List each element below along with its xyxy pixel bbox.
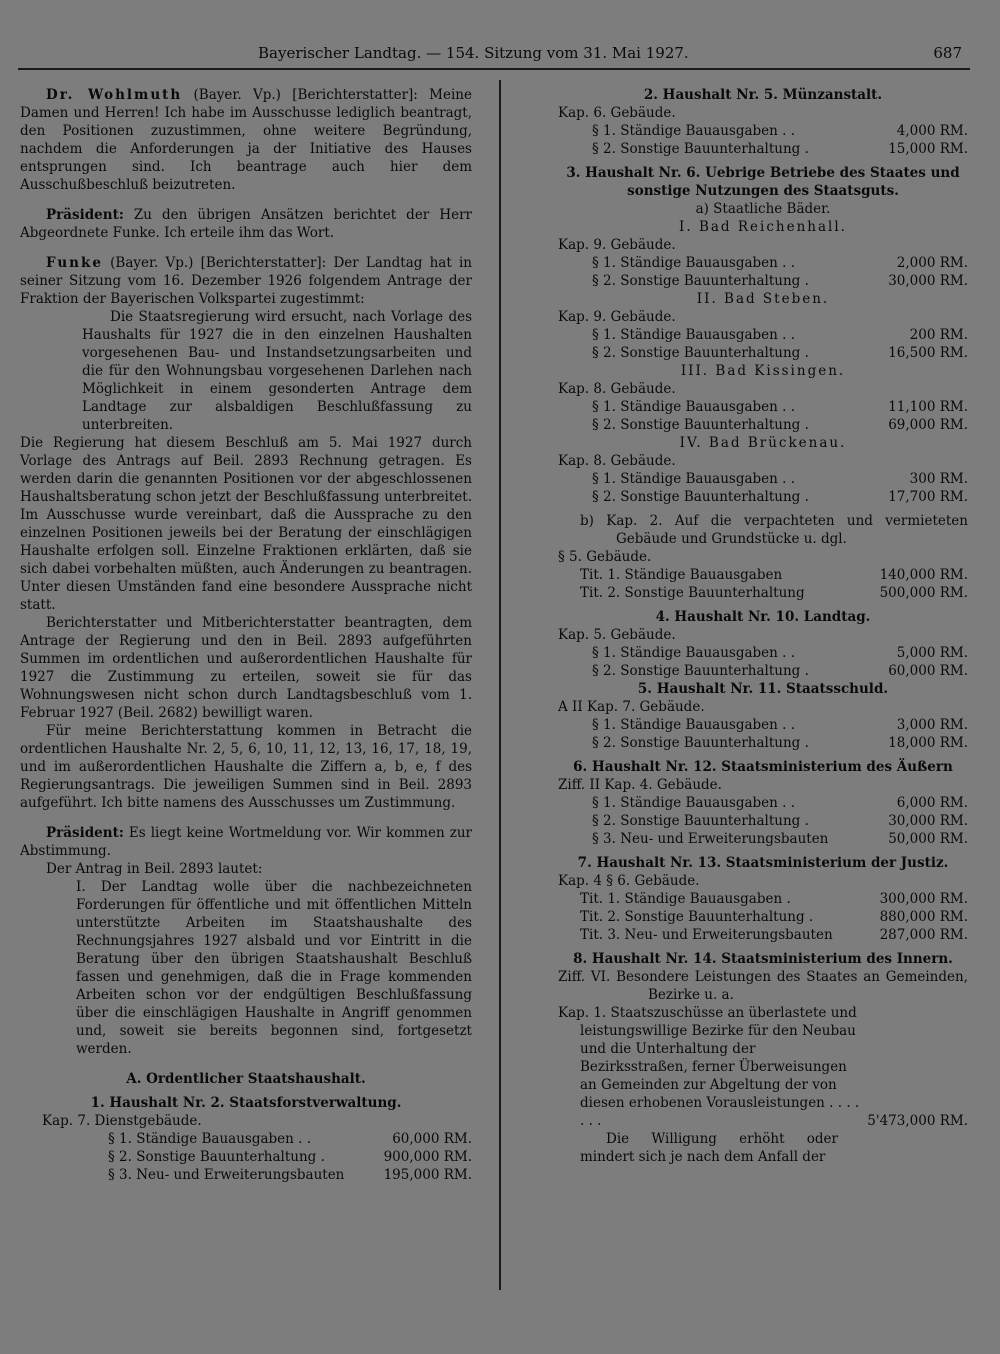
budget-row [108,1148,472,1166]
chapter-line: Ziff. II Kap. 4. Gebäude. [558,777,722,793]
budget-row [580,908,968,926]
budget-heading: 6. Haushalt Nr. 12. Staatsministerium des Äußern [573,759,953,775]
item-amount: 880,000 RM. [879,909,968,925]
budget-row [108,1166,472,1184]
budget-row [592,470,968,488]
page-number: 687 [933,44,962,62]
chapter-line: Kap. 7. Dienstgebäude. [42,1113,202,1129]
spa-heading: I. Bad Reichenhall. [679,219,847,235]
chapter-line: A II Kap. 7. Gebäude. [558,699,705,715]
speaker-role: (Bayer. Vp.) [Berichterstatter]: [182,87,430,103]
budget-row [592,344,968,362]
chapter-block [558,1004,968,1130]
item-amount: 300 RM. [909,471,968,487]
budget-rows [558,470,968,506]
budget-row [592,416,968,434]
chapter-text: Kap. 1. Staatszuschüsse an überlastete und leistungswillige Bezirke für den Neubau und die Unterhaltung der Bezirksstraßen, ferner Überweisungen an Gemeinden zur Abgeltung der von diesen erhobenen Vorausleistungen . . . . . . . [558,1005,860,1129]
item-amount: 60,000 RM. [888,663,968,679]
item-amount: 5,000 RM. [896,645,968,661]
item-label: Tit. 3. Neu- und Erweiterungsbauten [580,927,833,943]
item-label: § 1. Ständige Bauausgaben . . [592,645,796,661]
budget-heading: 2. Haushalt Nr. 5. Münzanstalt. [643,87,883,103]
speaker-name: Präsident: [46,825,124,841]
budget-rows [20,1130,472,1184]
budget-rows [558,890,968,944]
chapter-line: Kap. 9. Gebäude. [558,309,676,325]
paragraph-text: Es liegt keine Wortmeldung vor. Wir kommen zur Abstimmung. [20,825,472,859]
chapter-line: Kap. 5. Gebäude. [558,627,676,643]
budget-rows [558,794,968,848]
item-label: § 3. Neu- und Erweiterungsbauten [108,1167,345,1183]
budget-row [592,662,968,680]
item-label: Tit. 1. Ständige Bauausgaben . [580,891,791,907]
budget-row [580,926,968,944]
paragraph-line: § 5. Gebäude. [558,549,652,565]
item-label: § 1. Ständige Bauausgaben . . [108,1131,312,1147]
item-label: § 2. Sonstige Bauunterhaltung . [592,735,809,751]
budget-heading: 5. Haushalt Nr. 11. Staatsschuld. [637,681,889,697]
item-label: § 2. Sonstige Bauunterhaltung . [592,417,809,433]
chapter-line: Kap. 9. Gebäude. [558,237,676,253]
item-label: Tit. 2. Sonstige Bauunterhaltung . [580,909,814,925]
item-amount: 15,000 RM. [888,141,968,157]
chapter-line: Kap. 6. Gebäude. [558,105,676,121]
motion-text: I. Der Landtag wolle über die nachbezeichneten Forderungen für öffentliche und mit öffentlichen Mitteln unterstützte Arbeiten im Staatshaushalte des Rechnungsjahres 1927 alsbald und vor Eintritt in die Beratung über den übrigen Staatshaushalt Beschluß fassen und genehmigen, daß die in Frage kommenden Arbeiten schon vor der endgültigen Beschlußfassung über die einschlägigen Haushalte in Angriff genommen und, soweit sie bereits begonnen sind, fortgesetzt werden. [76,879,472,1057]
subsection-b: b) Kap. 2. Auf die verpachteten und vermieteten Gebäude und Grundstücke u. dgl. [580,513,968,547]
header-title: Bayerischer Landtag. — 154. Sitzung vom 31. Mai 1927. [258,44,689,62]
speaker-name: Dr. Wohlmuth [46,87,183,103]
item-amount: 17,700 RM. [888,489,968,505]
paragraph-text: Meine Damen und Herren! Ich habe im Ausschusse lediglich beantragt, den Positionen zuzustimmen, ohne weitere Begründung, nachdem die Anforderungen ja der Initiative des Hauses entsprungen sind. Ich beantrage auch hier dem Ausschußbeschluß beizutreten. [20,87,472,193]
budget-row [592,398,968,416]
paragraph-praesident-1 [20,206,472,242]
item-label: § 2. Sonstige Bauunterhaltung . [592,345,809,361]
budget-rows [558,398,968,434]
item-label: § 1. Ständige Bauausgaben . . [592,399,796,415]
budget-rows [558,122,968,158]
item-label: § 1. Ständige Bauausgaben . . [592,795,796,811]
spa-heading: II. Bad Steben. [696,291,830,307]
item-label: § 1. Ständige Bauausgaben . . [592,255,796,271]
item-amount: 3,000 RM. [896,717,968,733]
budget-rows [558,716,968,752]
budget-row [592,644,968,662]
paragraph-praesident-2 [20,824,472,860]
header-rule [18,68,970,70]
budget-rows [558,644,968,680]
left-column [20,86,472,1184]
budget-heading: 8. Haushalt Nr. 14. Staatsministerium des Innern. [573,951,953,967]
item-label: § 2. Sonstige Bauunterhaltung . [592,273,809,289]
budget-heading: 1. Haushalt Nr. 2. Staatsforstverwaltung. [90,1095,402,1111]
item-amount: 30,000 RM. [888,813,968,829]
item-label: § 1. Ständige Bauausgaben . . [592,471,796,487]
paragraph-text: Die Regierung hat diesem Beschluß am 5. Mai 1927 durch Vorlage des Antrags auf Beil. 2893 Rechnung getragen. Es werden darin die genannten Positionen vor der abgeschlossenen Haushaltsberatung schon jetzt der Beschlußfassung unterbreitet. Im Ausschusse wurde vereinbart, daß die Aussprache zu den einzelnen Positionen jeweils bei der Beratung der einschlägigen Haushalte erfolgen soll. Einzelne Fraktionen erklärten, daß sie sich dabei vorbehalten müßten, auch Änderungen zu beantragen. Unter diesen Umständen fand eine besondere Aussprache nicht statt. [20,435,472,613]
item-amount: 140,000 RM. [879,567,968,583]
item-label: § 1. Ständige Bauausgaben . . [592,327,796,343]
ziff-line: Ziff. VI. Besondere Leistungen des Staates an Gemeinden, Bezirke u. a. [558,969,968,1003]
budget-rows [558,566,968,602]
spa-heading: III. Bad Kissingen. [680,363,846,379]
item-label: Tit. 1. Ständige Bauausgaben [580,567,783,583]
item-label: § 2. Sonstige Bauunterhaltung . [592,489,809,505]
item-amount: 300,000 RM. [879,891,968,907]
budget-row [592,122,968,140]
item-label: § 3. Neu- und Erweiterungsbauten [592,831,829,847]
note-text: Die Willigung erhöht oder mindert sich je nach dem Anfall der [580,1131,838,1165]
budget-row [592,488,968,506]
speaker-name: Präsident: [46,207,124,223]
budget-heading: 4. Haushalt Nr. 10. Landtag. [655,609,871,625]
item-amount: 4,000 RM. [896,123,968,139]
speaker-role: (Bayer. Vp.) [Berichterstatter]: [102,255,334,271]
item-amount: 18,000 RM. [888,735,968,751]
quoted-motion: Die Staatsregierung wird ersucht, nach Vorlage des Haushalts für 1927 die in den einzelnen Haushalten vorgesehenen Bau- und Instandsetzungsarbeiten und die für den Wohnungsbau vorgesehenen Darlehen nach Möglichkeit in einem gesonderten Antrage dem Landtage zur alsbaldigen Beschlußfassung zu unterbreiten. [82,309,472,433]
budget-row [108,1130,472,1148]
item-amount: 69,000 RM. [888,417,968,433]
chapter-line: Kap. 8. Gebäude. [558,453,676,469]
budget-row [592,812,968,830]
right-column [558,86,968,1166]
chapter-line: Kap. 8. Gebäude. [558,381,676,397]
paragraph-funke [20,254,472,308]
amount: 5'473,000 RM. [867,1113,968,1129]
item-amount: 50,000 RM. [888,831,968,847]
running-header [30,42,970,66]
budget-rows [558,326,968,362]
budget-row [592,830,968,848]
item-amount: 287,000 RM. [879,927,968,943]
budget-row [580,584,968,602]
budget-row [580,890,968,908]
item-amount: 30,000 RM. [888,273,968,289]
item-amount: 60,000 RM. [392,1131,472,1147]
item-label: Tit. 2. Sonstige Bauunterhaltung [580,585,805,601]
item-label: § 1. Ständige Bauausgaben . . [592,717,796,733]
subsection-heading: a) Staatliche Bäder. [695,201,831,217]
item-label: § 2. Sonstige Bauunterhaltung . [592,141,809,157]
item-amount: 200 RM. [909,327,968,343]
item-label: § 2. Sonstige Bauunterhaltung . [108,1149,325,1165]
paragraph-text: Für meine Berichterstattung kommen in Betracht die ordentlichen Haushalte Nr. 2, 5, 6, 10, 11, 12, 13, 16, 17, 18, 19, und im außerordentlichen Haushalte die Ziffern a, b, e, f des Regierungsantrags. Die jeweiligen Summen sind in Beil. 2893 aufgeführt. Ich bitte namens des Ausschusses um Zustimmung. [20,723,472,811]
item-amount: 195,000 RM. [383,1167,472,1183]
budget-row [592,734,968,752]
budget-heading: 7. Haushalt Nr. 13. Staatsministerium der Justiz. [577,855,949,871]
paragraph-text: Der Landtag hat in seiner Sitzung vom 16. Dezember 1926 folgendem Antrage der Fraktion der Bayerischen Volkspartei zugestimmt: [20,255,472,307]
item-amount: 11,100 RM. [888,399,968,415]
item-amount: 6,000 RM. [896,795,968,811]
budget-row [592,272,968,290]
budget-rows [558,254,968,290]
paragraph-wohlmuth [20,86,472,194]
budget-row [592,254,968,272]
item-label: § 2. Sonstige Bauunterhaltung . [592,813,809,829]
item-label: § 1. Ständige Bauausgaben . . [592,123,796,139]
item-label: § 2. Sonstige Bauunterhaltung . [592,663,809,679]
paragraph-text: Berichterstatter und Mitberichterstatter beantragten, dem Antrage der Regierung und den in Beil. 2893 aufgeführten Summen im ordentlichen und außerordentlichen Haushalte für 1927 die Zustimmung zu erteilen, soweit sie für das Wohnungswesen nicht schon durch Landtagsbeschluß vom 1. Februar 1927 (Beil. 2682) bewilligt waren. [20,615,472,721]
item-amount: 500,000 RM. [879,585,968,601]
item-amount: 16,500 RM. [888,345,968,361]
paragraph-text: Zu den übrigen Ansätzen berichtet der Herr Abgeordnete Funke. Ich erteile ihm das Wort. [20,207,472,241]
budget-row [592,140,968,158]
speaker-name: Funke [46,255,103,271]
budget-row [592,716,968,734]
budget-row [580,566,968,584]
budget-row [592,794,968,812]
item-amount: 900,000 RM. [383,1149,472,1165]
spa-heading: IV. Bad Brückenau. [679,435,847,451]
item-amount: 2,000 RM. [896,255,968,271]
column-divider [499,80,501,1290]
budget-heading: 3. Haushalt Nr. 6. Uebrige Betriebe des Staates und sonstige Nutzungen des Staatsguts. [566,165,960,199]
section-heading: A. Ordentlicher Staatshaushalt. [126,1071,366,1087]
chapter-line: Kap. 4 § 6. Gebäude. [558,873,700,889]
paragraph-text: Der Antrag in Beil. 2893 lautet: [46,861,263,877]
budget-row [592,326,968,344]
